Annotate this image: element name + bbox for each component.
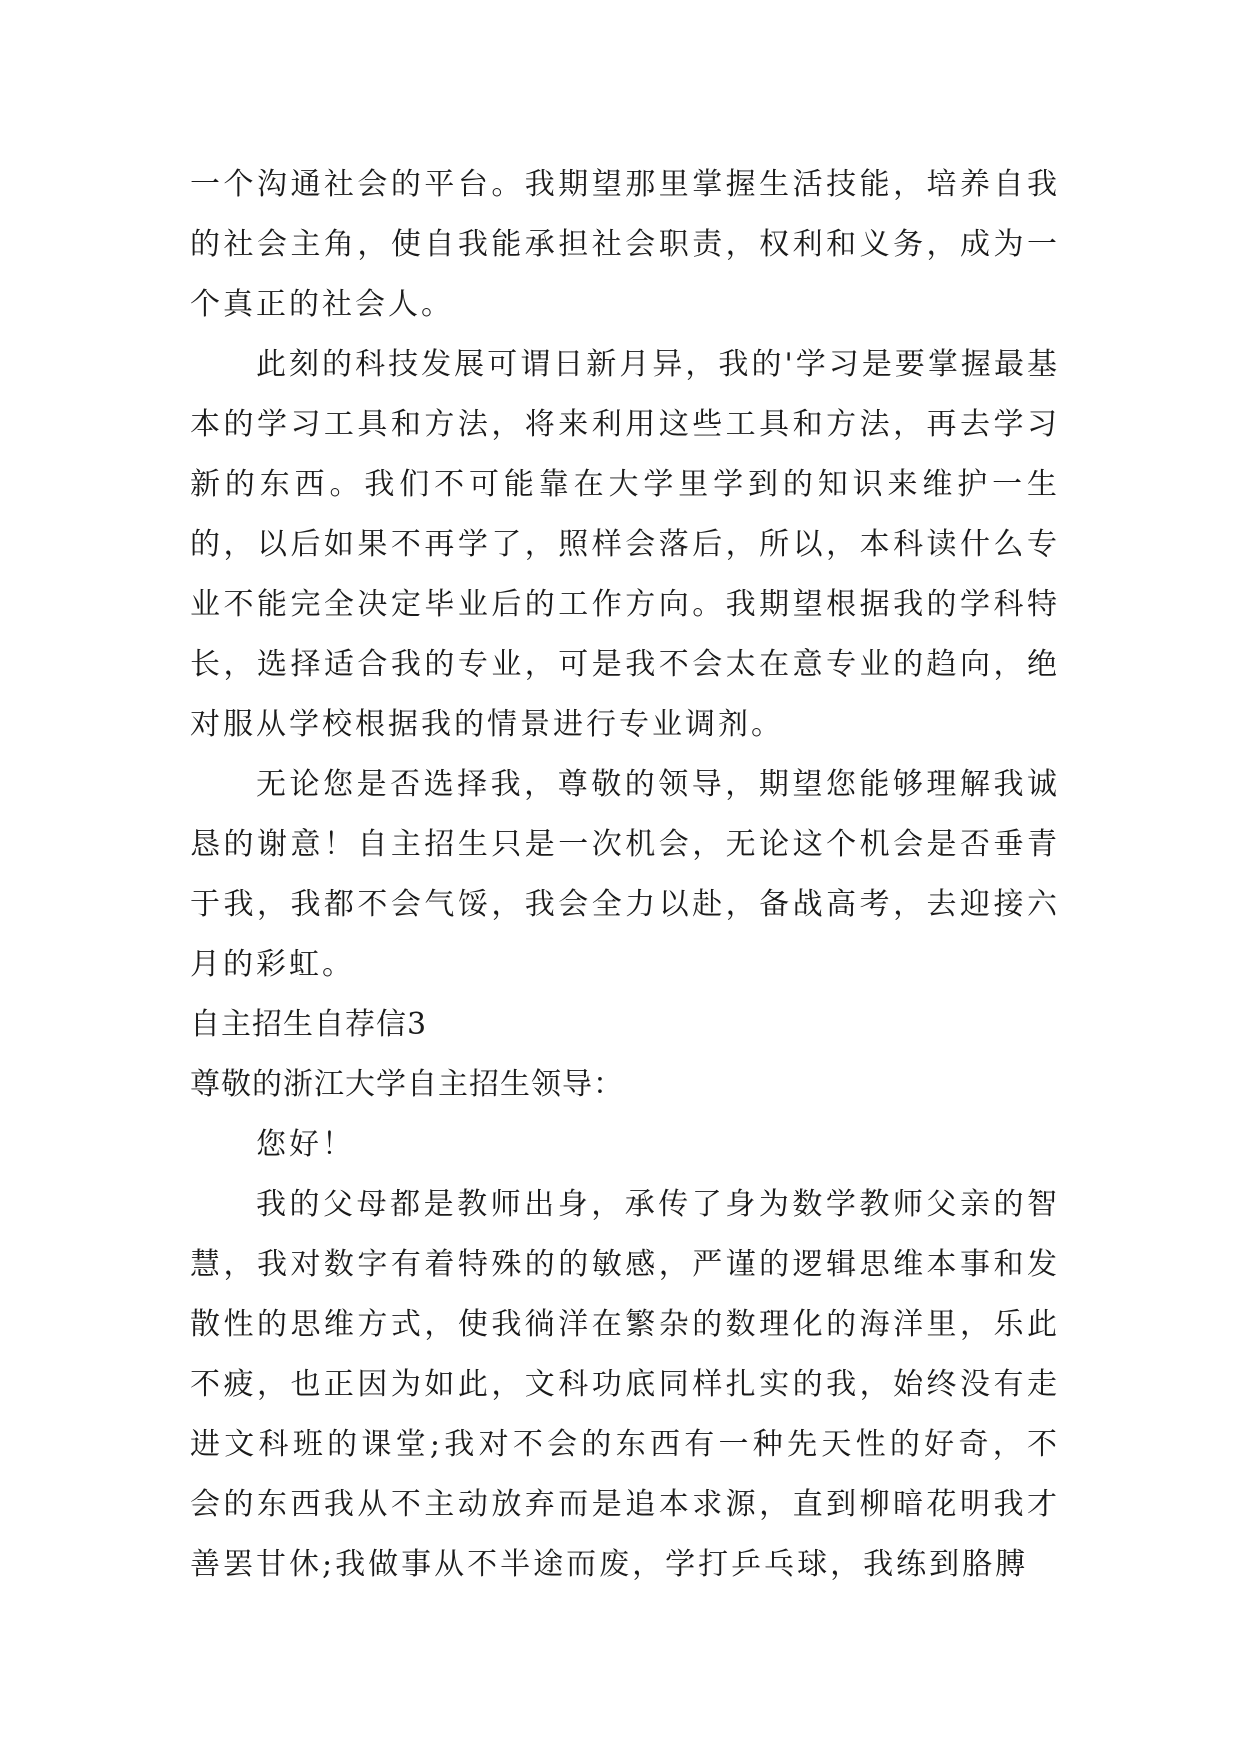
- paragraph-study-plan: 此刻的科技发展可谓日新月异，我的'学习是要掌握最基本的学习工具和方法，将来利用这些工具和方法，再去学习新的东西。我们不可能靠在大学里学到的知识来维护一生的，以后如果不再学了，照样会落后，所以，本科读什么专业不能完全决定毕业后的工作方向。我期望根据我的学科特长，选择适合我的专业，可是我不会太在意专业的趋向，绝对服从学校根据我的情景进行专业调剂。: [190, 347, 1060, 742]
- paragraph-closing: 无论您是否选择我，尊敬的领导，期望您能够理解我诚恳的谢意！自主招生只是一次机会，无论这个机会是否垂青于我，我都不会气馁，我会全力以赴，备战高考，去迎接六月的彩虹。: [190, 767, 1060, 982]
- letter-greeting: 您好！: [256, 1127, 355, 1162]
- letter-title: 自主招生自荐信3: [190, 1007, 428, 1042]
- letter-salutation: 尊敬的浙江大学自主招生领导：: [190, 1067, 624, 1102]
- paragraph-background: 我的父母都是教师出身，承传了身为数学教师父亲的智慧，我对数字有着特殊的的敏感，严谨的逻辑思维本事和发散性的思维方式，使我徜洋在繁杂的数理化的海洋里，乐此不疲，也正因为如此，文科功底同样扎实的我，始终没有走进文科班的课堂;我对不会的东西有一种先天性的好奇，不会的东西我从不主动放弃而是追本求源，直到柳暗花明我才善罢甘休;我做事从不半途而废，学打乒乓球，我练到胳膊: [190, 1187, 1060, 1582]
- document-body: [190, 155, 1060, 1595]
- paragraph-continuation: 一个沟通社会的平台。我期望那里掌握生活技能，培养自我的社会主角，使自我能承担社会职责，权利和义务，成为一个真正的社会人。: [190, 167, 1060, 322]
